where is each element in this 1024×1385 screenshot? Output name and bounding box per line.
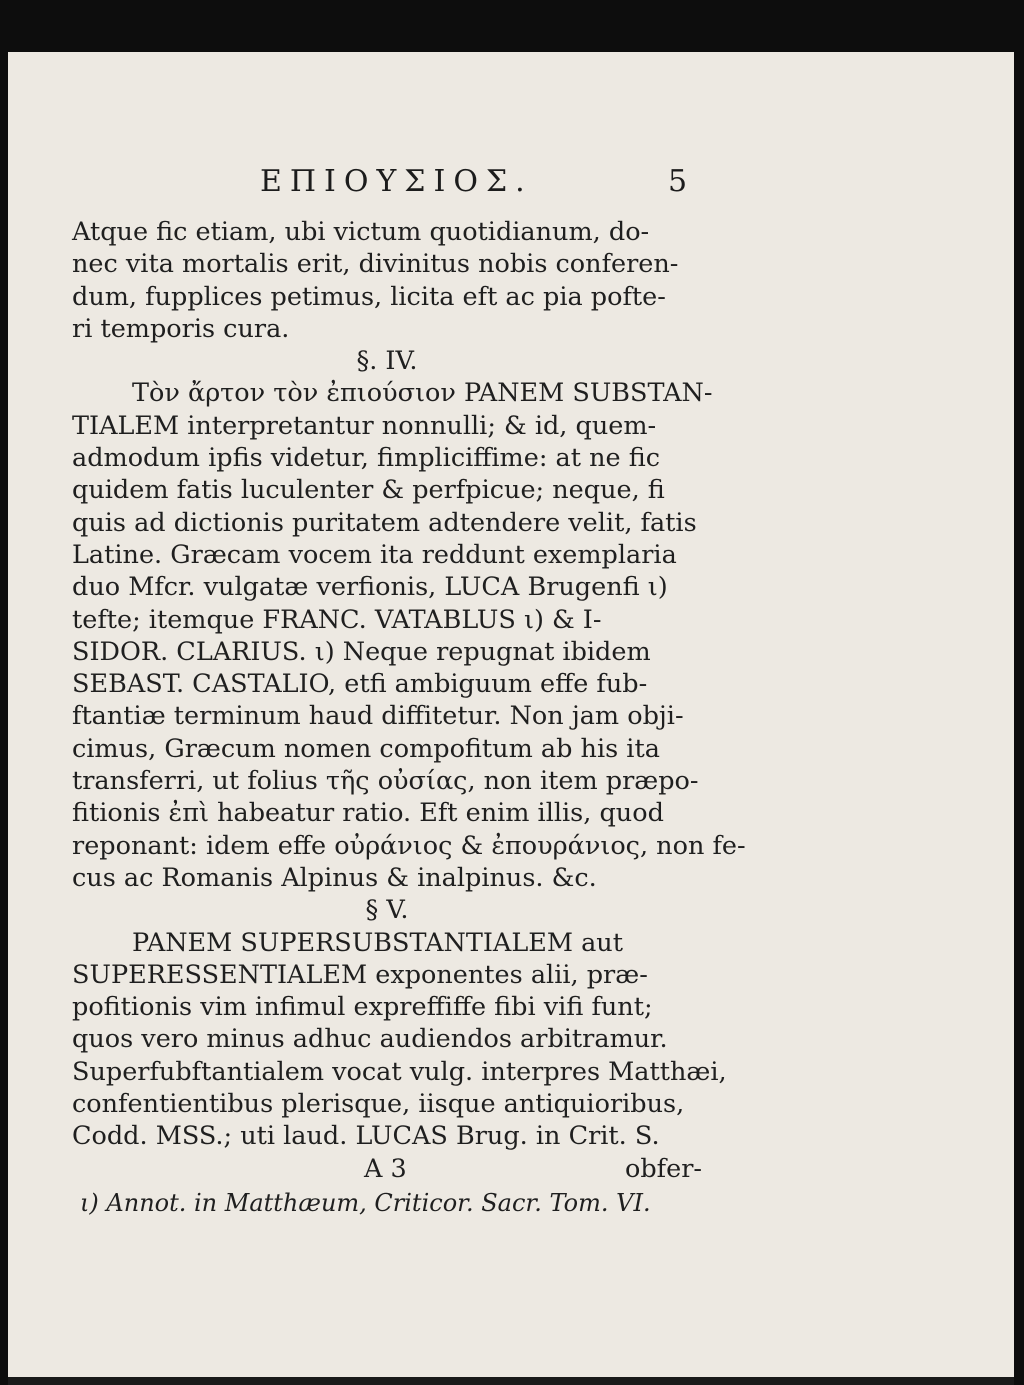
text-line: quos vero minus adhuc audiendos arbitramur. <box>72 1024 668 1055</box>
text-line: admodum ipfis videtur, fimpliciffime: at ne fic <box>72 443 660 474</box>
scan-frame-top <box>0 0 1024 52</box>
text-line: Atque fic etiam, ubi victum quotidianum, do- <box>72 217 650 247</box>
text-line: tefte; itemque FRANC. VATABLUS ι) & I- <box>72 604 602 635</box>
text-line: nec vita mortalis erit, divinitus nobis conferen- <box>72 249 679 280</box>
scan-frame-left <box>0 0 8 1385</box>
text-line: Codd. MSS.; uti laud. LUCAS Brug. in Crit. S. <box>72 1121 660 1152</box>
text-line: quis ad dictionis puritatem adtendere velit, fatis <box>72 507 697 538</box>
text-line: SEBAST. CASTALIO, etfi ambiguum effe fub- <box>72 669 648 700</box>
text-line: transferri, ut folius τῆς οὐσίας, non item præpo- <box>72 766 699 797</box>
text-line: dum, fupplices petimus, licita eft ac pia pofte- <box>72 281 666 312</box>
text-line: ftantiæ terminum haud diffitetur. Non jam obji- <box>72 701 684 732</box>
text-line: confentientibus plerisque, iisque antiquioribus, <box>72 1089 685 1120</box>
scan-frame-right <box>1014 0 1024 1385</box>
text-line: ri temporis cura. <box>72 313 290 344</box>
text-line: reponant: idem effe οὐράνιος & ἐπουράνιος, non fe- <box>72 830 746 861</box>
running-head: ΕΠΙΟΥΣΙΟΣ. <box>260 164 533 199</box>
text-line: TIALEM interpretantur nonnulli; & id, quem- <box>72 410 657 441</box>
page-number: 5 <box>668 164 688 199</box>
footnote: ι) Annot. in Matthæum, Criticor. Sacr. Tom. VI. <box>80 1189 651 1217</box>
page-header <box>8 164 1014 204</box>
text-line: Τὸν ἄρτον τὸν ἐπιούσιον PANEM SUBSTAN- <box>132 378 713 409</box>
section-heading-v: § V. <box>365 895 409 926</box>
body-text <box>72 216 746 1153</box>
book-page <box>8 52 1014 1377</box>
text-line: cimus, Græcum nomen compofitum ab his ita <box>72 733 660 764</box>
signature-row <box>72 1154 702 1188</box>
text-line: cus ac Romanis Alpinus & inalpinus. &c. <box>72 862 597 893</box>
catchword: obfer- <box>624 1154 702 1184</box>
signature-mark: A 3 <box>364 1154 407 1184</box>
text-line: Latine. Græcam vocem ita reddunt exemplaria <box>72 539 677 570</box>
text-line: fitionis ἐπὶ habeatur ratio. Eft enim illis, quod <box>72 798 664 829</box>
text-line: quidem fatis luculenter & perfpicue; neque, fi <box>72 475 665 506</box>
text-line: Superfubftantialem vocat vulg. interpres Matthæi, <box>72 1056 727 1087</box>
text-line: SIDOR. CLARIUS. ι) Neque repugnat ibidem <box>72 636 651 667</box>
text-line: pofitionis vim infimul expreffiffe fibi vifi funt; <box>72 992 653 1023</box>
text-line: duo Mfcr. vulgatæ verfionis, LUCA Brugenfi ι) <box>72 572 668 603</box>
text-line: PANEM SUPERSUBSTANTIALEM aut <box>132 927 623 958</box>
text-line: SUPERESSENTIALEM exponentes alii, præ- <box>72 959 648 990</box>
section-heading-iv: §. IV. <box>356 346 418 377</box>
